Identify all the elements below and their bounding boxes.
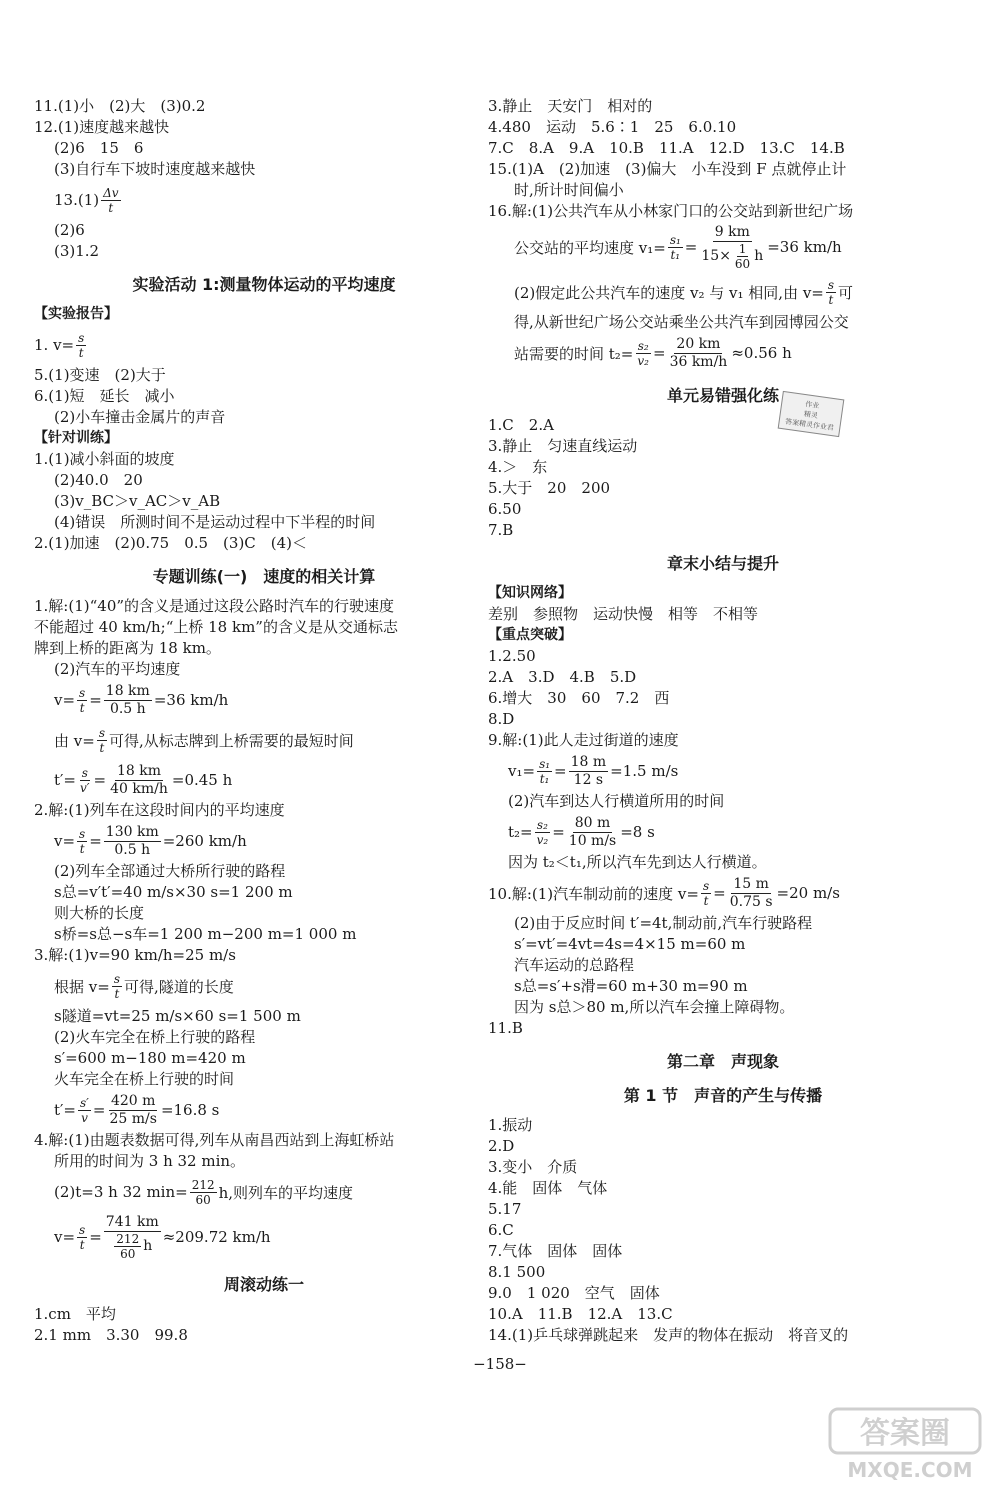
equation: v= $\frac{s}{t}$ = $\frac{130 km}{0.5 h}$ =260 km/h — [54, 823, 247, 858]
section-tag: 【知识网络】 — [488, 585, 572, 601]
answer-line: 6.C — [488, 1221, 514, 1239]
answer-line: 1.C 2.A — [488, 416, 554, 434]
fraction: $\frac{18 km}{40 km/h}$ — [110, 762, 168, 797]
answer-line: s隧道=vt=25 m/s×60 s=1 500 m — [54, 1007, 301, 1025]
watermark-text: MXQE.COM — [847, 1458, 973, 1482]
answer-line: (2)汽车的平均速度 — [54, 660, 181, 678]
answer-line: 2.(1)加速 (2)0.75 0.5 (3)C (4)＜ — [34, 534, 308, 552]
answer-line: 9.解:(1)此人走过街道的速度 — [488, 731, 679, 749]
fraction: $\frac{s}{t}$ — [78, 330, 85, 360]
answer-line: 12.(1)速度越来越快 — [34, 118, 170, 136]
fraction: $\frac{130 km}{0.5 h}$ — [105, 823, 159, 858]
right-column — [488, 96, 958, 1346]
equation: t′= $\frac{s}{v'}$ = $\frac{18 km}{40 km/h}$ =0.45 h — [54, 762, 233, 797]
fraction: $\frac{20 km}{36 km/h}$ — [669, 335, 728, 370]
answer-line: 10.A 11.B 12.A 13.C — [488, 1305, 673, 1323]
fraction: $\frac{s}{t}$ — [79, 826, 86, 856]
answer-line: 4.解:(1)由题表数据可得,列车从南昌西站到上海虹桥站 — [34, 1131, 395, 1149]
answer-line: 7.B — [488, 521, 514, 539]
answer-line: 2.解:(1)列车在这段时间内的平均速度 — [34, 801, 285, 819]
answer-line: 5.大于 20 200 — [488, 479, 611, 497]
answer-line: (2)6 — [54, 221, 85, 239]
watermark-logo-icon — [800, 1405, 990, 1485]
equation: 由 v= $\frac{s}{t}$ 可得,从标志牌到上桥需要的最短时间 — [54, 725, 354, 755]
section-heading: 周滚动练一 — [223, 1275, 304, 1294]
section-tag: 【重点突破】 — [488, 627, 572, 643]
fraction: $\frac{\text{s₁}}{\text{t₁}}$ — [669, 232, 681, 262]
fraction: $\frac{s}{t}$ — [113, 971, 120, 1001]
answer-line: 4.＞ 东 — [488, 458, 548, 476]
answer-line: 6.(1)短 延长 减小 — [34, 387, 175, 405]
answer-line: (2)40.0 20 — [54, 471, 143, 489]
answer-line: 8.D — [488, 710, 515, 728]
fraction: $\frac{\text{s₂}}{\text{v₂}}$ — [637, 338, 649, 368]
answer-line: 3.静止 匀速直线运动 — [488, 437, 638, 455]
answer-line: (2)6 15 6 — [54, 139, 144, 157]
fraction: $\frac{1}{60}$ — [734, 241, 751, 271]
answer-line: 1.2.50 — [488, 647, 536, 665]
fraction: $\frac{s}{t}$ — [827, 277, 835, 307]
answer-line: 汽车运动的总路程 — [514, 956, 635, 974]
answer-line: 11.B — [488, 1019, 523, 1037]
answer-line: (2)火车完全在桥上行驶的路程 — [54, 1028, 256, 1046]
fraction: $\frac{80 m}{10 m/s}$ — [568, 814, 617, 849]
answer-line: 6.增大 30 60 7.2 西 — [488, 689, 670, 707]
answer-line: 不能超过 40 km/h;“上桥 18 km”的含义是从交通标志 — [34, 618, 398, 636]
equation: t₂= $\frac{\text{s₂}}{\text{v₂}}$ = $\frac{80 m}{10 m/s}$ =8 s — [508, 814, 655, 849]
answer-line: 4.480 运动 5.6∶1 25 6.0.10 — [488, 118, 737, 136]
answer-line: 2.D — [488, 1137, 515, 1155]
fraction: $\frac{\text{s₂}}{\text{v₂}}$ — [536, 817, 549, 847]
fraction: $\frac{s}{v'}$ — [80, 765, 90, 795]
answer-line: 8.1 500 — [488, 1263, 546, 1281]
answer-line: 差别 参照物 运动快慢 相等 不相等 — [488, 605, 759, 623]
answer-line: 6.50 — [488, 500, 522, 518]
answer-line: 1.cm 平均 — [34, 1305, 116, 1323]
answer-line: 牌到上桥的距离为 18 km。 — [34, 639, 221, 657]
equation: v₁= $\frac{\text{s₁}}{\text{t₁}}$ = $\frac{18 m}{12 s}$ =1.5 m/s — [508, 753, 679, 788]
fraction: $\frac{15 m}{0.75 s}$ — [729, 875, 773, 910]
answer-line: 因为 s总＞80 m,所以汽车会撞上障碍物。 — [514, 998, 795, 1016]
answer-line: 7.C 8.A 9.A 10.B 11.A 12.D 13.C 14.B — [488, 139, 845, 157]
answer-line: (2)小车撞击金属片的声音 — [54, 408, 226, 426]
answer-line: 3.变小 介质 — [488, 1158, 578, 1176]
answer-line: 因为 t₂＜t₁,所以汽车先到达人行横道。 — [508, 853, 767, 871]
fraction: $\frac{s}{t}$ — [79, 1222, 86, 1252]
answer-line: 16.解:(1)公共汽车从小林家门口的公交站到新世纪广场 — [488, 202, 854, 220]
answer-line: 1.解:(1)“40”的含义是通过这段公路时汽车的行驶速度 — [34, 597, 395, 615]
answer-line: 9.0 1 020 空气 固体 — [488, 1284, 660, 1302]
answer-line: s桥=s总−s车=1 200 m−200 m=1 000 m — [54, 925, 357, 943]
answer-line: 4.能 固体 气体 — [488, 1179, 608, 1197]
answer-line: (2)由于反应时间 t′=4t,制动前,汽车行驶路程 — [514, 914, 813, 932]
answer-line: s′=vt′=4vt=4s=4×15 m=60 m — [514, 935, 746, 953]
equation: v= $\frac{s}{t}$ = 741 km 212 60 h ≈209.72 km/h — [54, 1213, 271, 1261]
answer-line: 15.(1)A (2)加速 (3)偏大 小车没到 F 点就停止计 — [488, 160, 847, 178]
watermark-logo-text: 答案圈 — [860, 1416, 950, 1451]
stamp-badge: 作业 精灵 答案精灵作业君 — [778, 391, 845, 437]
answer-line: 5.17 — [488, 1200, 522, 1218]
equation: t′= $\frac{s'}{v}$ = $\frac{420 m}{25 m/s}$ =16.8 s — [54, 1092, 220, 1127]
section-heading: 专题训练(一) 速度的相关计算 — [152, 567, 376, 586]
equation: 1. v= $\frac{s}{t}$ — [34, 330, 85, 360]
answer-line: s′=600 m−180 m=420 m — [54, 1049, 246, 1067]
section-tag: 【实验报告】 — [34, 306, 118, 322]
page-number: −158− — [473, 1355, 527, 1373]
equation: v= $\frac{s}{t}$ = $\frac{18 km}{0.5 h}$ =36 km/h — [54, 682, 229, 717]
equation: 根据 v= $\frac{s}{t}$ 可得,隧道的长度 — [54, 971, 234, 1001]
fraction: 9 km 15× $\frac{1}{60}$ h — [701, 223, 764, 271]
answer-line: (3)1.2 — [54, 242, 100, 260]
answer-line: 11.(1)小 (2)大 (3)0.2 — [34, 97, 206, 115]
equation: 10.解:(1)汽车制动前的速度 v= $\frac{s}{t}$ = $\frac{15 m}{0.75 s}$ =20 m/s — [488, 875, 840, 910]
answer-line: 3.静止 天安门 相对的 — [488, 97, 653, 115]
fraction: 741 km 212 60 h — [105, 1213, 159, 1261]
answer-line: 得,从新世纪广场公交站乘坐公共汽车到园博园公交 — [514, 313, 849, 331]
equation: 13.(1) Δv t — [54, 185, 119, 215]
equation: 站需要的时间 t₂= $\frac{\text{s₂}}{\text{v₂}}$ = $\frac{20 km}{36 km/h}$ ≈0.56 h — [514, 335, 792, 370]
fraction: $\frac{\text{s₁}}{\text{t₁}}$ — [539, 756, 551, 786]
section-tag: 【针对训练】 — [34, 430, 118, 446]
answer-line: 所用的时间为 3 h 32 min。 — [54, 1152, 246, 1170]
equation: (2)假定此公共汽车的速度 v₂ 与 v₁ 相同,由 v= $\frac{s}{t}$ 可 — [514, 277, 854, 307]
answer-line: 14.(1)乒乓球弹跳起来 发声的物体在振动 将音叉的 — [488, 1326, 849, 1344]
answer-line: 1.振动 — [488, 1116, 533, 1134]
answer-line: s总=s′+s滑=60 m+30 m=90 m — [514, 977, 748, 995]
section-heading: 第 1 节 声音的产生与传播 — [623, 1086, 823, 1105]
answer-line: 2.1 mm 3.30 99.8 — [34, 1326, 188, 1344]
answer-line: (2)汽车到达人行横道所用的时间 — [508, 792, 725, 810]
answer-line: (3)自行车下坡时速度越来越快 — [54, 160, 256, 178]
answer-line: 时,所计时间偏小 — [514, 181, 624, 199]
fraction: 212 60 — [116, 1231, 140, 1261]
answer-line: 2.A 3.D 4.B 5.D — [488, 668, 637, 686]
fraction: $\frac{18 m}{12 s}$ — [570, 753, 607, 788]
fraction: $\frac{420 m}{25 m/s}$ — [109, 1092, 157, 1127]
fraction: Δv t — [103, 185, 119, 215]
fraction: $\frac{s}{t}$ — [79, 685, 86, 715]
fraction: $\frac{s}{t}$ — [98, 725, 105, 755]
answer-line: 5.(1)变速 (2)大于 — [34, 366, 166, 384]
section-heading: 单元易错强化练 — [666, 386, 779, 405]
chapter-heading: 第二章 声现象 — [666, 1052, 779, 1071]
answer-line: 1.(1)减小斜面的坡度 — [34, 450, 175, 468]
answer-line: 3.解:(1)v=90 km/h=25 m/s — [34, 946, 236, 964]
answer-line: (4)错误 所测时间不是运动过程中下半程的时间 — [54, 513, 376, 531]
answer-line: 火车完全在桥上行驶的时间 — [54, 1070, 235, 1088]
equation: 公交站的平均速度 v₁= $\frac{\text{s₁}}{\text{t₁}}$ = 9 km 15× $\frac{1}{60}$ h =36 km/h — [514, 223, 842, 271]
section-heading: 实验活动 1:测量物体运动的平均速度 — [132, 275, 396, 294]
equation: (2)t=3 h 32 min= $\frac{212}{60}$ h,则列车的平均速度 — [54, 1177, 354, 1207]
answer-line: 则大桥的长度 — [54, 904, 145, 922]
section-heading: 章末小结与提升 — [666, 554, 779, 573]
fraction: $\frac{s'}{v}$ — [80, 1095, 89, 1125]
answer-line: (3)v_BC＞v_AC＞v_AB — [54, 492, 221, 510]
answer-line: (2)列车全部通过大桥所行驶的路程 — [54, 862, 286, 880]
answer-line: s总=v′t′=40 m/s×30 s=1 200 m — [54, 883, 293, 901]
fraction: $\frac{18 km}{0.5 h}$ — [105, 682, 150, 717]
fraction: $\frac{212}{60}$ — [191, 1177, 215, 1207]
answer-line: 7.气体 固体 固体 — [488, 1242, 623, 1260]
left-column — [34, 96, 494, 1346]
fraction: $\frac{s}{t}$ — [702, 878, 710, 908]
